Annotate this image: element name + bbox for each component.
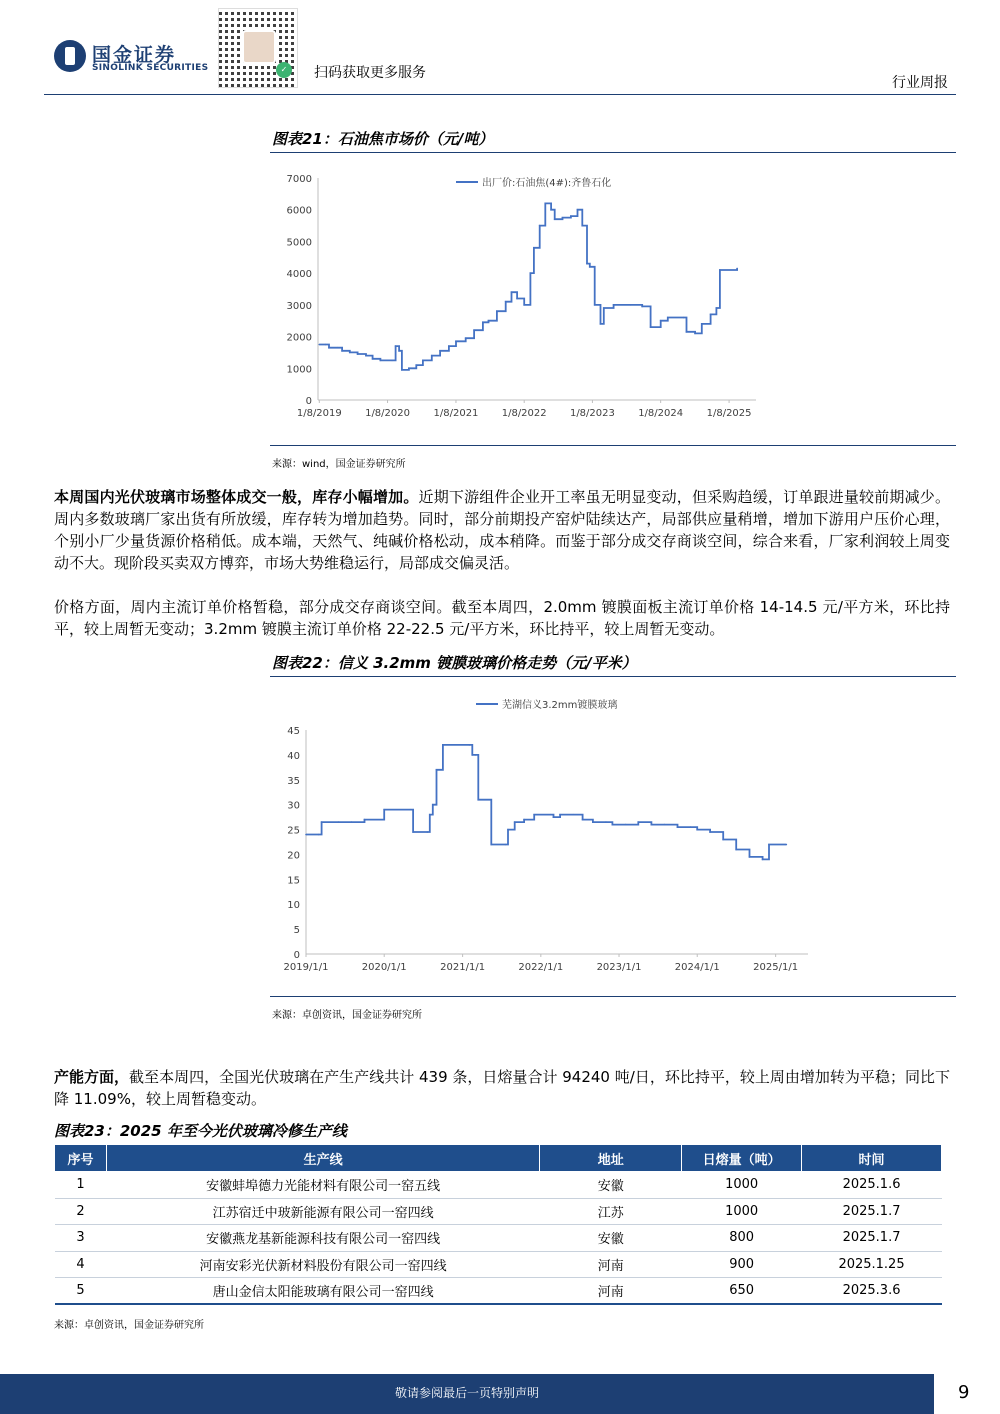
chart1-data-point [365,355,367,357]
cell-capacity: 1000 [682,1172,802,1199]
qr-center-logo-icon [242,30,276,64]
chart1-data-point [667,317,669,319]
chart2-data-point [550,814,552,816]
chart2-data-point [722,839,724,841]
header-divider [44,94,956,95]
cell-capacity: 900 [682,1251,802,1278]
cell-date: 2025.3.6 [802,1278,942,1305]
qr-badge-icon: ✓ [276,62,292,78]
chart2-data-point [625,824,627,826]
table-header-row [55,1145,942,1172]
chart1-data-point [319,344,321,346]
figure-22-top-rule [270,676,956,677]
chart1-data-point [391,360,393,362]
chart1-data-point [641,306,643,308]
chart1-data-point [357,353,359,355]
chart2-data-point [612,824,614,826]
chart1-x-tick-label: 1/8/2023 [569,408,615,419]
chart2-x-tick-label: 2019/1/1 [283,962,329,973]
chart2-data-point [638,821,640,823]
chart1-data-point [439,350,441,352]
price-paragraph [54,596,950,640]
chart2-y-tick-label: 30 [287,800,300,812]
figure-22-bottom-rule [270,996,956,997]
chart2-data-point [762,859,764,861]
petroleum-coke-price-chart [270,160,956,430]
market-summary-paragraph [54,486,950,574]
chart1-data-point [523,304,525,306]
col-header-location: 地址 [540,1145,682,1172]
page-header [0,0,1000,96]
chart1-data-point [488,320,490,322]
chart2-y-tick-label: 20 [287,850,300,862]
table-row [55,1278,942,1305]
chart1-data-point [589,266,591,268]
cell-line: 唐山金信太阳能玻璃有限公司一窑四线 [106,1278,539,1305]
cell-line: 江苏宿迁中玻新能源有限公司一窑四线 [106,1198,539,1225]
chart1-y-tick-label: 1000 [286,364,312,376]
cell-index: 4 [55,1251,107,1278]
chart2-data-point [409,809,411,811]
chart2-data-point [474,754,476,756]
chart1-data-point [408,367,410,369]
chart1-data-point [562,217,564,219]
chart2-y-tick-label: 35 [287,775,300,787]
cell-index: 3 [55,1225,107,1252]
chart1-x-tick-label: 1/8/2019 [296,408,342,419]
figure-21-bottom-rule [270,445,956,446]
cell-line: 河南安彩光伏新材料股份有限公司一窑四线 [106,1251,539,1278]
cell-line: 安徽燕龙基新能源科技有限公司一窑四线 [106,1225,539,1252]
chart1-data-point [511,291,513,293]
cell-index: 1 [55,1172,107,1199]
chart2-legend-label: 芜湖信义3.2mm镀膜玻璃 [502,700,618,711]
chart2-data-point [533,814,535,816]
chart2-data-point [436,769,438,771]
chart1-data-point [398,350,400,352]
chart1-data-point [328,347,330,349]
figure-21-title: 图表21：石油焦市场价（元/吨） [272,130,494,148]
chart1-data-point [660,320,662,322]
chart1-data-point [630,304,632,306]
cold-repair-lines-table [54,1144,942,1305]
chart1-data-point [431,355,433,357]
chart2-data-point [468,744,470,746]
table-row [55,1172,942,1199]
chart1-data-point [533,247,535,249]
chart2-data-point [696,829,698,831]
col-header-capacity: 日熔量（吨） [682,1145,802,1172]
chart1-data-point [372,358,374,360]
chart2-data-point [582,819,584,821]
chart2-y-tick-label: 40 [287,750,300,762]
cell-date: 2025.1.6 [802,1172,942,1199]
chart1-data-point [395,345,397,347]
chart2-y-tick-label: 15 [287,875,300,887]
chart1-y-tick-label: 6000 [286,205,312,217]
cell-location: 江苏 [540,1198,682,1225]
cell-line: 安徽蚌埠德力光能材料有限公司一窑五线 [106,1172,539,1199]
chart2-data-point [651,824,653,826]
chart2-series-line [306,745,786,860]
sinolink-logo-icon [54,40,86,72]
chart2-data-point [507,829,509,831]
figure-21-top-rule [270,152,956,153]
chart2-data-point [786,844,788,846]
chart2-y-tick-label: 0 [293,950,300,961]
brand-name-cn: 国金证券 [92,44,177,66]
table-row [55,1251,942,1278]
brand-name-en: SINOLINK SECURITIES [92,63,209,73]
chart1-data-point [455,341,457,343]
chart2-data-point [364,819,366,821]
chart2-data-point [432,804,434,806]
chart2-y-tick-label: 45 [287,726,300,737]
chart2-data-point [429,814,431,816]
chart1-x-tick-label: 1/8/2020 [365,408,411,419]
chart2-data-point [572,814,574,816]
cell-location: 安徽 [540,1172,682,1199]
chart2-data-point [605,821,607,823]
chart1-data-point [337,347,339,349]
chart1-data-point [530,272,532,274]
chart1-data-point [650,326,652,328]
chart2-data-point [412,831,414,833]
table-23-title: 图表23：2025 年至今光伏玻璃冷修生产线 [54,1122,347,1140]
figure-22-source: 来源：卓创资讯，国金证券研究所 [272,1010,422,1021]
chart1-data-point [482,322,484,324]
cell-index: 2 [55,1198,107,1225]
chart1-data-point [473,329,475,331]
chart1-data-point [613,304,615,306]
chart1-data-point [694,333,696,335]
chart2-data-point [592,821,594,823]
chart2-data-point [442,744,444,746]
chart1-data-point [716,307,718,309]
chart1-data-point [577,209,579,211]
chart2-x-tick-label: 2020/1/1 [361,962,407,973]
chart2-data-point [505,844,507,846]
chart2-data-point [383,809,385,811]
chart1-data-point [416,364,418,366]
chart2-data-point [471,754,473,756]
chart1-data-point [448,345,450,347]
chart1-x-tick-label: 1/8/2025 [706,408,752,419]
table-23-source: 来源：卓创资讯，国金证券研究所 [54,1320,204,1331]
table-row [55,1225,942,1252]
chart2-x-tick-label: 2024/1/1 [674,962,720,973]
chart1-legend-label: 出厂价:石油焦(4#):齐鲁石化 [482,178,612,189]
page-footer [0,1374,1000,1414]
chart2-data-point [664,824,666,826]
chart1-data-point [516,298,518,300]
chart2-data-point [426,831,428,833]
chart2-data-point [338,821,340,823]
chart1-x-tick-label: 1/8/2024 [638,408,684,419]
report-type-label: 行业周报 [892,75,948,91]
chart1-data-point [349,352,351,354]
chart1-data-point [570,215,572,217]
chart1-x-tick-label: 1/8/2021 [433,408,479,419]
chart1-data-point [554,218,556,220]
cell-date: 2025.1.7 [802,1225,942,1252]
chart2-data-point [559,814,561,816]
cell-location: 河南 [540,1251,682,1278]
cell-date: 2025.1.25 [802,1251,942,1278]
cell-location: 安徽 [540,1225,682,1252]
table-row [55,1198,942,1225]
cell-capacity: 650 [682,1278,802,1305]
qr-caption: 扫码获取更多服务 [314,65,426,81]
col-header-date: 时间 [802,1145,942,1172]
chart2-data-point [477,799,479,801]
chart1-data-point [505,301,507,303]
chart2-data-point [351,821,353,823]
chart1-data-point [594,304,596,306]
chart1-data-point [600,323,602,325]
chart1-data-point [550,209,552,211]
chart2-x-tick-label: 2025/1/1 [753,962,799,973]
col-header-line: 生产线 [106,1145,539,1172]
chart2-y-tick-label: 25 [287,825,300,837]
market-summary-body: 近期下游组件企业开工率虽无明显变动，但采购趋缓，订单跟进量较前期减少。周内多数玻璃厂家出货有所放缓，库存转为增加趋势。同时，部分前期投产窑炉陆续达产，局部供应量稍增，增加下游用户压价心理，个别小厂少量货源价格稍低。成本端，天然气、纯碱价格松动，成本稍降。而鉴于部分成交存商谈空间，综合来看，厂家利润较上周变动不大。现阶段买卖双方博弈，市场大势维稳运行，局部成交偏灵活。 [54,488,950,572]
chart2-data-point [305,834,307,836]
chart1-data-point [586,263,588,265]
capacity-body: 截至本周四，全国光伏玻璃在产生产线共计 439 条，日熔量合计 94240 吨/日，环比持平，较上周由增加转为平稳；同比下降 11.09%，较上周暂稳变动。 [54,1068,950,1108]
chart2-data-point [491,844,493,846]
chart1-data-point [401,369,403,371]
chart1-y-tick-label: 4000 [286,269,312,281]
chart2-data-point [321,821,323,823]
chart2-data-point [690,826,692,828]
chart1-y-tick-label: 3000 [286,300,312,312]
chart2-y-tick-label: 10 [287,900,300,912]
cell-location: 河南 [540,1278,682,1305]
page-number: 9 [958,1382,970,1403]
chart1-data-point [545,203,547,205]
chart1-series-line [319,203,737,370]
chart1-data-point [380,360,382,362]
chart2-data-point [709,831,711,833]
chart1-data-point [422,360,424,362]
footer-bar [0,1374,934,1414]
chart1-data-point [686,331,688,333]
chart2-data-point [553,816,555,818]
chart2-x-tick-label: 2022/1/1 [518,962,564,973]
chart1-data-point [710,314,712,316]
chart2-data-point [768,844,770,846]
chart2-x-tick-label: 2023/1/1 [596,962,642,973]
cell-index: 5 [55,1278,107,1305]
col-header-index: 序号 [55,1145,107,1172]
cell-capacity: 800 [682,1225,802,1252]
capacity-paragraph [54,1066,950,1110]
chart1-x-tick-label: 1/8/2022 [501,408,547,419]
market-summary-lead: 本周国内光伏玻璃市场整体成交一般，库存小幅增加。 [54,488,419,506]
chart2-data-point [514,821,516,823]
chart2-data-point [523,819,525,821]
capacity-lead: 产能方面， [54,1068,130,1086]
price-paragraph-body: 价格方面，周内主流订单价格暂稳，部分成交存商谈空间。截至本周四，2.0mm 镀膜面板主流订单价格 14-14.5 元/平方米，环比持平，较上周暂无变动；3.2mm 镀膜主流订单价格 22-22.5 元/平方米，环比持平，较上周暂无变动。 [54,598,950,638]
chart2-data-point [735,849,737,851]
chart1-data-point [539,225,541,227]
figure-22-title: 图表22：信义 3.2mm 镀膜玻璃价格走势（元/平米） [272,654,637,672]
xinyi-glass-price-chart [270,686,956,978]
chart1-data-point [701,323,703,325]
chart2-y-tick-label: 5 [293,925,300,937]
figure-21-source: 来源：wind，国金证券研究所 [272,459,406,470]
chart1-data-point [325,344,327,346]
chart1-data-point [719,269,721,271]
chart2-data-point [749,856,751,858]
chart2-x-tick-label: 2021/1/1 [440,962,486,973]
chart1-y-tick-label: 0 [305,396,312,407]
chart2-data-point [677,826,679,828]
disclaimer-notice: 敬请参阅最后一页特别声明 [394,1386,539,1400]
chart1-y-tick-label: 7000 [286,174,312,185]
chart2-data-point [318,834,320,836]
chart1-data-point [603,307,605,309]
chart1-data-point [465,337,467,339]
chart1-data-point [341,350,343,352]
chart1-y-tick-label: 5000 [286,237,312,249]
chart1-data-point [582,225,584,227]
cell-capacity: 1000 [682,1198,802,1225]
chart1-data-point [736,268,738,270]
chart1-y-tick-label: 2000 [286,332,312,344]
chart1-data-point [496,310,498,312]
cell-date: 2025.1.7 [802,1198,942,1225]
chart1-data-point [683,317,685,319]
